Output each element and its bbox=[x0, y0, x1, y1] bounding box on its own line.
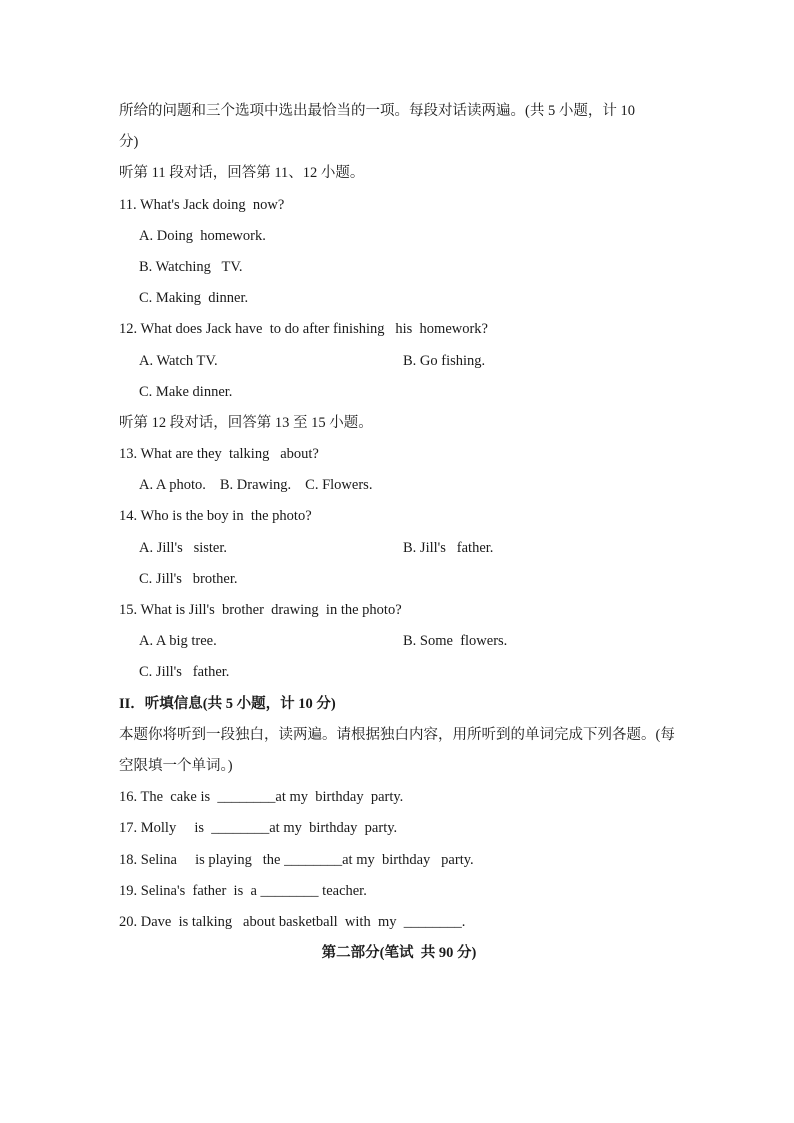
question-15-option-c: C. Jill's father. bbox=[139, 664, 230, 681]
blank-question-16: 16. The cake is ________at my birthday party. bbox=[119, 789, 404, 806]
blank-question-20: 20. Dave is talking about basketball with my ________. bbox=[119, 913, 466, 930]
question-14-stem: 14. Who is the boy in the photo? bbox=[119, 508, 312, 525]
blank-question-18: 18. Selina is playing the ________at my birthday party. bbox=[119, 851, 474, 868]
question-13-option-b: B. Drawing. bbox=[219, 477, 292, 494]
exam-content bbox=[119, 96, 679, 969]
question-12-options-row bbox=[119, 346, 679, 377]
question-13-stem: 13. What are they talking about? bbox=[119, 446, 319, 463]
question-15-option-a: A. A big tree. bbox=[139, 633, 217, 650]
question-15-option-b: B. Some flowers. bbox=[403, 633, 508, 650]
question-11-option-a: A. Doing homework. bbox=[139, 227, 266, 244]
section-2-instruction: 本题你将听到一段独白，读两遍。请根据独白内容，用所听到的单词完成下列各题。(每空限填一个单词。) bbox=[119, 726, 675, 774]
intro-line-2: 分) bbox=[119, 134, 139, 151]
intro-line-1: 所给的问题和三个选项中选出最恰当的一项。每段对话读两遍。(共 5 小题，计 10 bbox=[119, 103, 635, 119]
question-12-stem: 12. What does Jack have to do after finishing his homework? bbox=[119, 321, 488, 338]
dialog-11-intro: 听第 11 段对话，回答第 11、12 小题。 bbox=[119, 165, 365, 182]
question-13-option-c: C. Flowers. bbox=[305, 477, 373, 494]
question-12-option-c: C. Make dinner. bbox=[139, 383, 233, 400]
section-2-heading: II．听填信息(共 5 小题，计 10 分) bbox=[119, 695, 336, 712]
question-14-option-b: B. Jill's father. bbox=[403, 539, 494, 556]
blank-question-17: 17. Molly is ________at my birthday party. bbox=[119, 820, 398, 837]
question-13-option-a: A. A photo. bbox=[139, 477, 206, 494]
part-2-title: 第二部分(笔试 共 90 分) bbox=[321, 945, 477, 962]
blank-question-19: 19. Selina's father is a ________ teacher. bbox=[119, 882, 367, 899]
question-11-option-b: B. Watching TV. bbox=[139, 258, 243, 275]
question-15-options-row bbox=[119, 626, 679, 657]
question-15-stem: 15. What is Jill's brother drawing in the photo? bbox=[119, 602, 402, 618]
question-14-option-c: C. Jill's brother. bbox=[139, 570, 238, 587]
question-12-option-a: A. Watch TV. bbox=[139, 352, 218, 369]
question-13-options-row bbox=[119, 470, 679, 501]
question-11-option-c: C. Making dinner. bbox=[139, 290, 249, 307]
dialog-12-intro: 听第 12 段对话，回答第 13 至 15 小题。 bbox=[119, 414, 373, 431]
question-12-option-b: B. Go fishing. bbox=[403, 352, 486, 369]
question-14-options-row bbox=[119, 533, 679, 564]
question-14-option-a: A. Jill's sister. bbox=[139, 539, 228, 556]
question-11-stem: 11. What's Jack doing now? bbox=[119, 196, 285, 213]
